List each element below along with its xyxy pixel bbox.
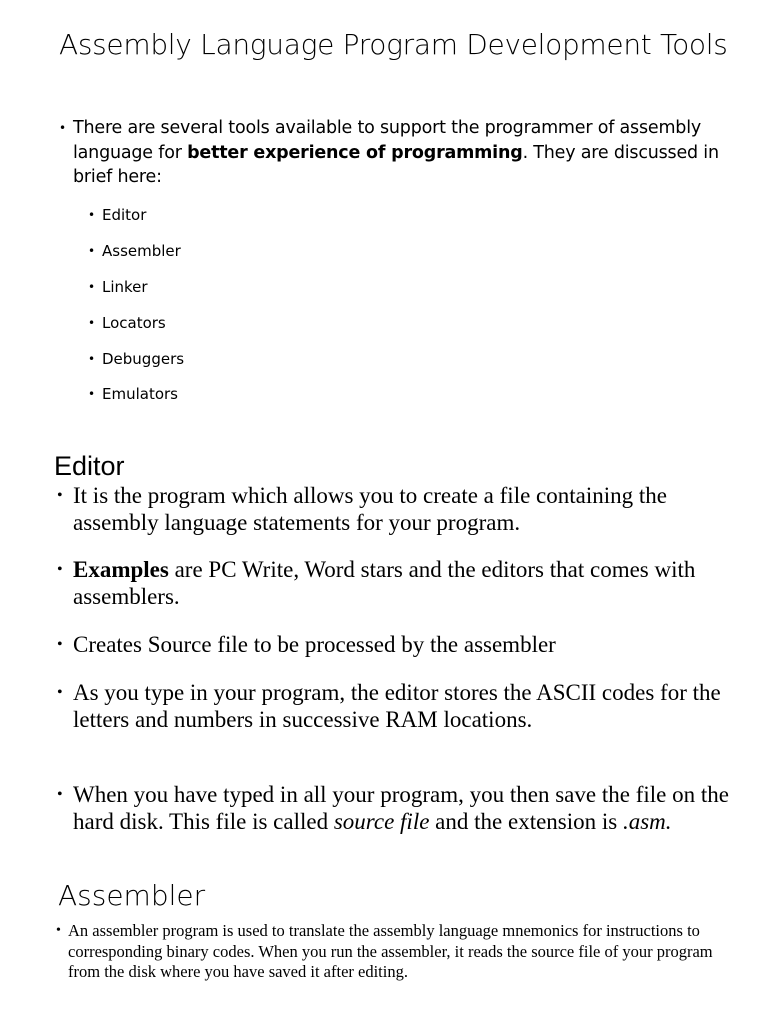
bullet-text: As you type in your program, the editor stores the ASCII codes for the letters and numbers in successive RAM locations. [73,680,721,732]
bullet-dot: • [59,121,66,135]
bullet-bold-text: Examples [73,557,169,582]
bullet-dot: • [88,208,96,222]
intro-text-start: There are several tools available to support the programmer of assembly language for [73,118,702,163]
assembler-heading: Assembler [58,879,206,912]
intro-paragraph [59,116,733,190]
tool-item-editor [88,205,402,225]
tool-item-debuggers [88,349,402,369]
bullet-dot: • [56,923,61,938]
bullet-dot: • [88,280,96,294]
tool-item-assembler [88,241,402,261]
bullet-text: are PC Write, Word stars and the editors that comes with assemblers. [73,557,696,609]
tool-item-linker [88,277,402,297]
editor-bullet-2 [57,556,733,610]
bullet-text: Creates Source file to be processed by the assembler [73,632,556,657]
tool-label: Linker [102,278,148,296]
tool-label: Emulators [102,385,178,403]
bullet-text: and the extension is [429,809,623,834]
tool-item-locators [88,313,402,333]
tool-item-emulators [88,384,402,404]
editor-heading: Editor [54,451,125,481]
tool-label: Editor [102,206,147,224]
bullet-dot: • [88,352,96,366]
bullet-text: An assembler program is used to translate the assembly language mnemonics for instructions to corresponding binary codes. When you run the assembler, it reads the source file of your program from the disk where you have saved it after editing. [68,921,713,981]
bullet-dot: • [57,684,63,701]
bullet-text: When you have typed in all your program, you then save the file on the hard disk. This file is called [73,782,729,834]
bullet-dot: • [57,636,63,653]
tool-label: Locators [102,314,166,332]
bullet-dot: • [57,487,63,504]
editor-bullet-1 [57,482,733,536]
assembler-bullet [56,921,728,983]
editor-bullet-3 [57,631,733,658]
bullet-dot: • [88,244,96,258]
intro-text-end: . They are discussed in brief here: [73,142,719,187]
page-title: Assembly Language Program Development Tools [59,28,728,61]
tool-label: Assembler [102,242,181,260]
bullet-dot: • [57,561,63,578]
bullet-dot: • [88,387,96,401]
bullet-dot: • [88,316,96,330]
bullet-dot: • [57,786,63,803]
tool-label: Debuggers [102,350,185,368]
bullet-italic-ext: .asm. [622,809,672,834]
editor-bullet-5 [57,781,733,835]
intro-bold-text: better experience of programming [187,142,523,163]
editor-bullet-4 [57,679,733,733]
bullet-text: It is the program which allows you to create a file containing the assembly language statements for your program. [73,483,667,535]
bullet-italic-text: source file [333,809,430,834]
